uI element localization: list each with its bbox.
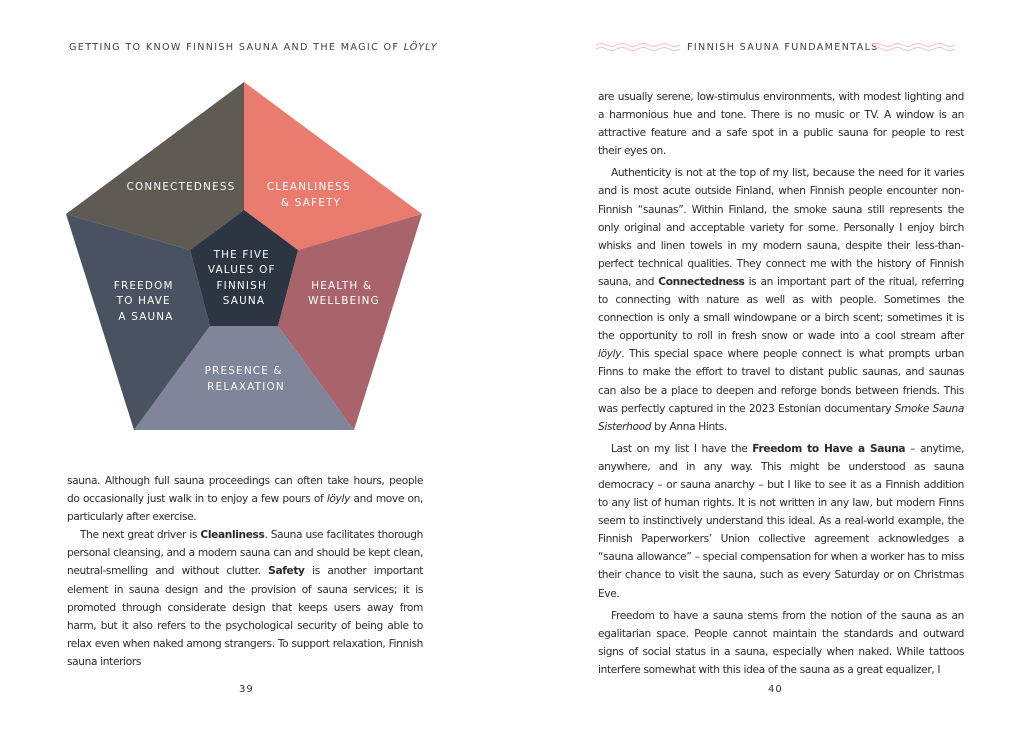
paragraph: are usually serene, low-stimulus environments, with modest lighting and a harmonious hue and tone. There is no music or TV. A window is an attractive feature and a safe spot in a public sauna for people to rest their eyes on. bbox=[598, 91, 964, 158]
running-head-italic: LÖYLY bbox=[403, 42, 438, 53]
body-text-left bbox=[67, 472, 423, 671]
label-connectedness: CONNECTEDNESS bbox=[126, 181, 236, 193]
running-head-left: GETTING TO KNOW FINNISH SAUNA AND THE MAGIC OF LÖYLY bbox=[69, 42, 438, 53]
wave-ornament-right bbox=[871, 41, 955, 53]
paragraph: Last on my list I have the Freedom to Have a Sauna – anytime, anywhere, and in any way. This might be understood as sauna democracy – or sauna anarchy – but I like to see it as a Finnish addition to any list of human rights. It is not written in any law, but modern Finns seem to instinctively understand this ideal. As a real-world example, the Finnish Paperworkers’ Union collective agreement acknowledges a “sauna allowance” – special compensation for when a worker has to miss their chance to visit the sauna, such as every Saturday or on Christmas Eve. bbox=[598, 442, 964, 600]
paragraph: The next great driver is Cleanliness. Sauna use facilitates thorough personal cleansing, and a modern sauna can and should be kept clean, neutral-smelling and without clutter. Safety is another important element in sauna design and the provision of sauna services; it is promoted through considerate design that keeps users away from harm, but it also refers to the psychological security of being able to relax even when naked among strangers. To support relaxation, Finnish sauna interiors bbox=[67, 529, 423, 668]
label-cleanliness-safety: CLEANLINESS & SAFETY bbox=[266, 181, 351, 209]
body-text-right bbox=[598, 88, 964, 679]
label-presence-relaxation: PRESENCE & RELAXATION bbox=[204, 365, 285, 393]
label-center: THE FIVE VALUES OF FINNISH SAUNA bbox=[207, 249, 276, 307]
label-health-wellbeing: HEALTH & WELLBEING bbox=[308, 280, 380, 307]
paragraph: sauna. Although full sauna proceedings can often take hours, people do occasionally just walk in to enjoy a few pours of löyly and move on, particularly after exercise. bbox=[67, 475, 423, 524]
paragraph: Freedom to have a sauna stems from the notion of the sauna as an egalitarian space. People cannot maintain the standards and outward signs of social status in a sauna, especially when naked. While tattoos interfere somewhat with this idea of the sauna as a great equalizer, I bbox=[598, 609, 964, 676]
page-number-left: 39 bbox=[239, 684, 254, 695]
wave-ornament-left bbox=[596, 41, 680, 53]
paragraph: Authenticity is not at the top of my list, because the need for it varies and is most acute outside Finland, when Finnish people encounter non-Finnish “saunas”. Within Finland, the smoke sauna still represents the only original and acceptable variety for some. Personally I enjoy birch whisks and linen towels in my modern sauna, despite their less-than-perfect technical qualities. They connect me with the history of Finnish sauna, and Connectedness is an important part of the ritual, referring to connecting with nature as well as with people. Sometimes the connection is only a small windowpane or a birch scent; sometimes it is the opportunity to roll in fresh snow or wade into a cool stream after löyly. This special space where people connect is what prompts urban Finns to make the effort to travel to distant public saunas, and saunas can also be a place to deepen and reforge bonds between friends. This was perfectly captured in the 2023 Estonian documentary Smoke Sauna Sisterhood by Anna Hints. bbox=[598, 167, 964, 433]
page-number-right: 40 bbox=[768, 684, 783, 695]
running-head-right-wrap bbox=[596, 38, 956, 58]
right-page bbox=[510, 0, 1020, 732]
five-values-diagram bbox=[66, 82, 424, 432]
label-freedom-sauna: FREEDOM TO HAVE A SAUNA bbox=[113, 280, 174, 323]
running-head-right: FINNISH SAUNA FUNDAMENTALS bbox=[687, 42, 879, 53]
